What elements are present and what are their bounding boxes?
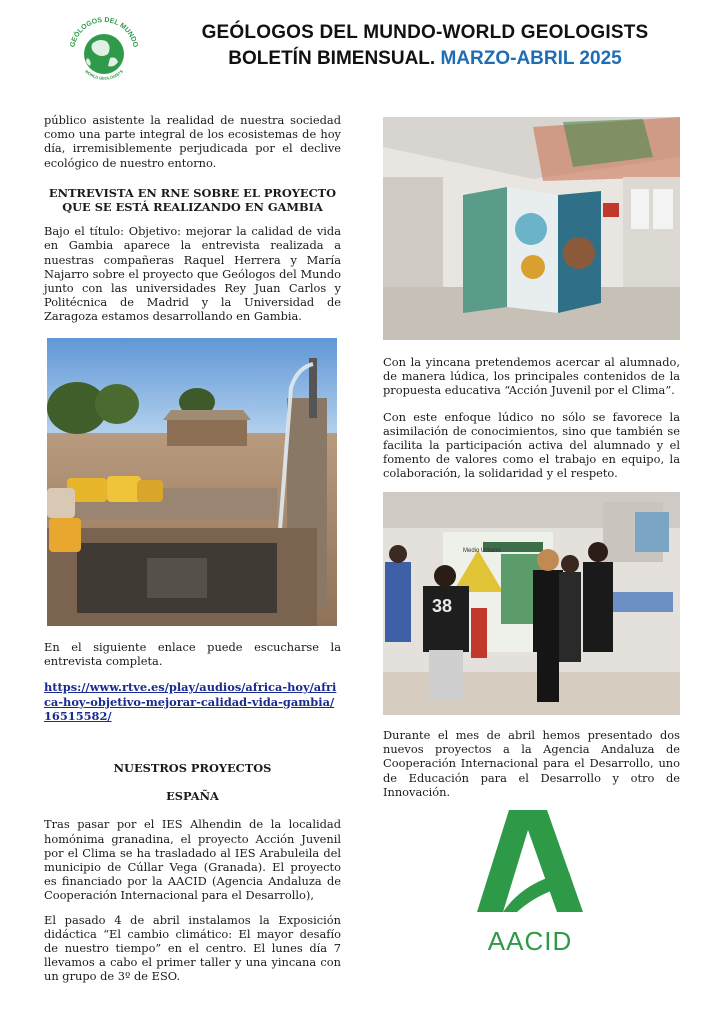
aacid-logo	[465, 800, 595, 960]
link-intro: En el siguiente enlace puede escucharse la entrevista completa.	[44, 640, 341, 669]
newsletter-subtitle	[180, 48, 670, 70]
geologists-globe-logo	[62, 10, 146, 94]
logo-text-top: GEÓLOGOS DEL MUNDO	[69, 16, 139, 49]
right-column-text-2	[383, 728, 680, 799]
april-projects-paragraph: Durante el mes de abril hemos presentado dos nuevos proyectos a la Agencia Andaluza de Cooperación Internacional para el Desarrollo, uno de Educación para el Desarrollo y otro de Innovación.	[383, 728, 680, 799]
exhibition-sign-text: Medio Urbano	[463, 548, 501, 554]
rne-paragraph: Bajo el título: Objetivo: mejorar la calidad de vida en Gambia aparece la entrevista realizada a nuestras compañeras Raquel Herrera y María Najarro sobre el proyecto que Geólogos del Mundo junto con las universidades Rey Juan Carlos y Politécnica de Madrid y la Universidad de Zaragoza estamos desarrollando en Gambia.	[44, 224, 341, 324]
gambia-water-photo	[47, 338, 337, 626]
subtitle-date: MARZO-ABRIL 2025	[440, 48, 622, 69]
yincana-paragraph: Con la yincana pretendemos acercar al alumnado, de manera lúdica, los principales contenidos de la propuesta educativa “Acción Juvenil por el Clima”.	[383, 355, 680, 398]
logo-text-bottom: WORLD GEOLOGISTS	[83, 68, 125, 81]
newsletter-title: GEÓLOGOS DEL MUNDO-WORLD GEOLOGISTS	[201, 22, 649, 43]
students-photo	[383, 492, 680, 715]
approach-paragraph: Con este enfoque lúdico no sólo se favorece la asimilación de conocimientos, sino que también se facilita la participación activa del alumnado y el fomento de valores como el trabajo en equipo, la colaboración, la solidaridad y el respeto.	[383, 409, 680, 481]
exhibition-photo	[383, 117, 680, 340]
shirt-number: 38	[432, 596, 453, 616]
projects-heading: NUESTROS PROYECTOS	[113, 761, 272, 776]
aacid-a-mark-icon	[465, 800, 595, 960]
page-header	[0, 0, 724, 100]
aacid-logo-text: AACID	[487, 926, 573, 956]
left-column-bottom	[44, 640, 341, 984]
intro-paragraph: público asistente la realidad de nuestra sociedad como una parte integral de los ecosistemas de hoy día, irremisiblemente perjudicada por el declive ecológico de nuestro entorno.	[44, 113, 341, 170]
spain-heading: ESPAÑA	[166, 789, 219, 804]
subtitle-prefix: BOLETÍN BIMENSUAL.	[228, 48, 436, 69]
spain-paragraph-2: El pasado 4 de abril instalamos la Exposición didáctica “El cambio climático: El mayor desafío de nuestro tiempo” en el centro. El lunes día 7 llevamos a cabo el primer taller y una yincana con un grupo de 3º de ESO.	[44, 912, 341, 984]
rtve-audio-link[interactable]: https://www.rtve.es/play/audios/africa-hoy/africa-hoy-objetivo-mejorar-calidad-vida-gambia/16515582/	[44, 680, 337, 723]
left-column-top	[44, 113, 341, 324]
right-column-text-1	[383, 355, 680, 481]
spain-paragraph-1: Tras pasar por el IES Alhendin de la localidad homónima granadina, el proyecto Acción Juvenil por el Clima se ha trasladado al IES Arabuleila del municipio de Cúllar Vega (Granada). El proyecto es financiado por la AACID (Agencia Andaluza de Cooperación Internacional para el Desarrollo),	[44, 817, 341, 903]
rne-heading: ENTREVISTA EN RNE SOBRE EL PROYECTO QUE SE ESTÁ REALIZANDO EN GAMBIA	[48, 185, 337, 215]
